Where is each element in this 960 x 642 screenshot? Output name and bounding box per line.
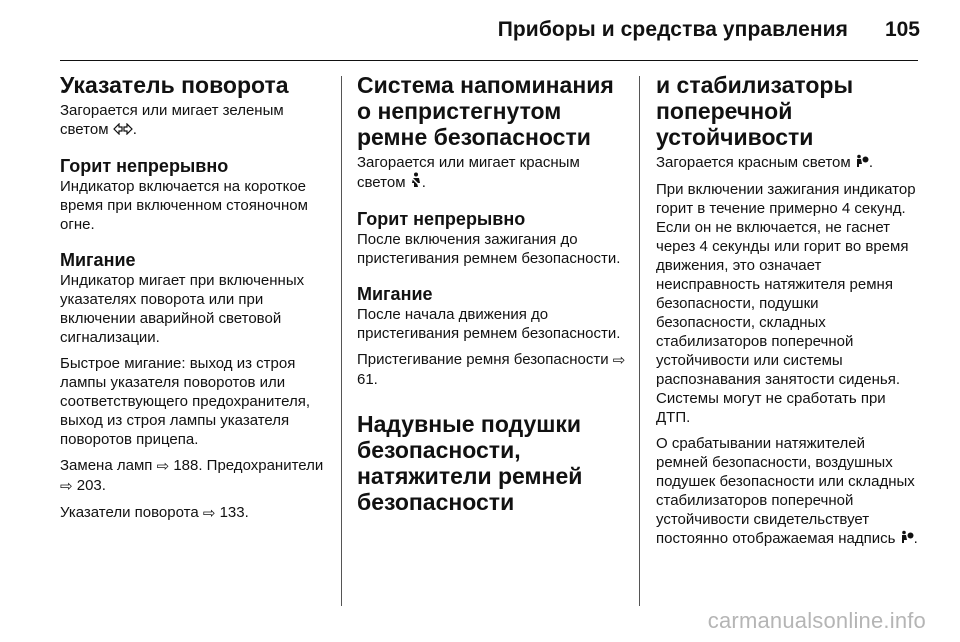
text-belt-2: светом	[357, 174, 406, 191]
text-turn-1: Загорается или мигает зеленым	[60, 102, 284, 119]
text-blink-2: После начала движения до пристегивания ремнем безопасности.	[357, 306, 621, 342]
column-3	[656, 72, 921, 549]
seatbelt-icon	[410, 172, 422, 193]
heading-airbags: Надувные подушки безопасности, натяжители ремней безопасности	[357, 411, 583, 515]
text-lamp-replace	[60, 456, 330, 496]
text-lamp-1: Замена ламп	[60, 457, 153, 474]
text-ind-1: Указатели поворота	[60, 504, 199, 521]
airbag-icon	[900, 530, 914, 549]
text-ignition: При включении зажигания индикатор горит в течение примерно 4 секунд. Если он не включается, не гаснет через 4 секунды или горит во время движения, это означает неисправность натяжителя ремня безопасности, подушки безопасности, складных стабилизаторов поперечной устойчивости или системы распознавания занятости сиденья. Системы могут не сработать при ДТП.	[656, 181, 916, 426]
turn-signal-icon	[113, 121, 133, 140]
text-fasten-1: Пристегивание ремня безопасности	[357, 351, 609, 368]
column-divider-1	[341, 76, 342, 606]
heading-steady: Горит непрерывно	[60, 156, 229, 176]
text-belt-1: Загорается или мигает красным	[357, 154, 580, 171]
text-turn-3: .	[132, 121, 137, 138]
text-turn-2: светом	[60, 121, 109, 138]
reference-arrow-icon[interactable]: ⇨	[60, 478, 73, 495]
column-1	[60, 72, 330, 523]
text-red-2: .	[868, 154, 874, 171]
text-deploy-1: О срабатывании натяжителей ремней безопасности, воздушных подушек безопасности или складных стабилизаторов поперечной устойчивости свидетельствует постоянно отображаемая надпись	[656, 435, 915, 547]
text-seatbelt	[357, 153, 627, 193]
text-fast-blink: Быстрое мигание: выход из строя лампы указателя поворотов или соответствующего предохранителя, выход из строя лампы указателя поворотов прицепа.	[60, 355, 311, 448]
page-header-title: Приборы и средства управления	[497, 18, 848, 41]
text-turn-signal	[60, 101, 330, 140]
text-steady: Индикатор включается на короткое время при включенном стояночном огне.	[60, 178, 308, 233]
reference-arrow-icon[interactable]: ⇨	[156, 458, 170, 475]
page-number: 105	[884, 18, 920, 41]
column-divider-2	[639, 76, 640, 606]
reference-arrow-icon[interactable]: ⇨	[202, 505, 216, 522]
text-red-1: Загорается красным светом	[656, 154, 851, 171]
text-fasten-2: 61.	[357, 371, 378, 388]
text-deploy-2: .	[913, 530, 918, 547]
heading-stabilizers: и стабилизаторы поперечной устойчивости	[656, 72, 854, 150]
reference-arrow-icon[interactable]: ⇨	[612, 352, 626, 369]
text-steady-2: После включения зажигания до пристегивания ремнем безопасности.	[357, 231, 621, 267]
heading-turn-signal: Указатель поворота	[60, 72, 289, 98]
text-lamp-2: 188. Предохранители	[173, 457, 324, 474]
heading-steady-2: Горит непрерывно	[357, 209, 526, 229]
text-red-light	[656, 153, 921, 173]
heading-blink: Мигание	[60, 250, 136, 270]
column-2	[357, 72, 627, 515]
airbag-icon	[855, 154, 869, 173]
text-belt-3: .	[421, 174, 426, 191]
text-fasten	[357, 350, 627, 389]
heading-blink-2: Мигание	[357, 284, 433, 304]
heading-seatbelt-reminder: Система напоминания о непристегнутом ремне безопасности	[357, 72, 614, 150]
watermark: carmanualsonline.info	[707, 608, 926, 633]
text-lamp-3: 203.	[76, 477, 106, 494]
text-indicators	[60, 503, 330, 523]
text-blink: Индикатор мигает при включенных указателях поворота или при включении аварийной световой сигнализации.	[60, 272, 305, 346]
text-deployment	[656, 434, 921, 549]
header-rule	[60, 60, 918, 61]
text-ind-2: 133.	[219, 504, 249, 521]
